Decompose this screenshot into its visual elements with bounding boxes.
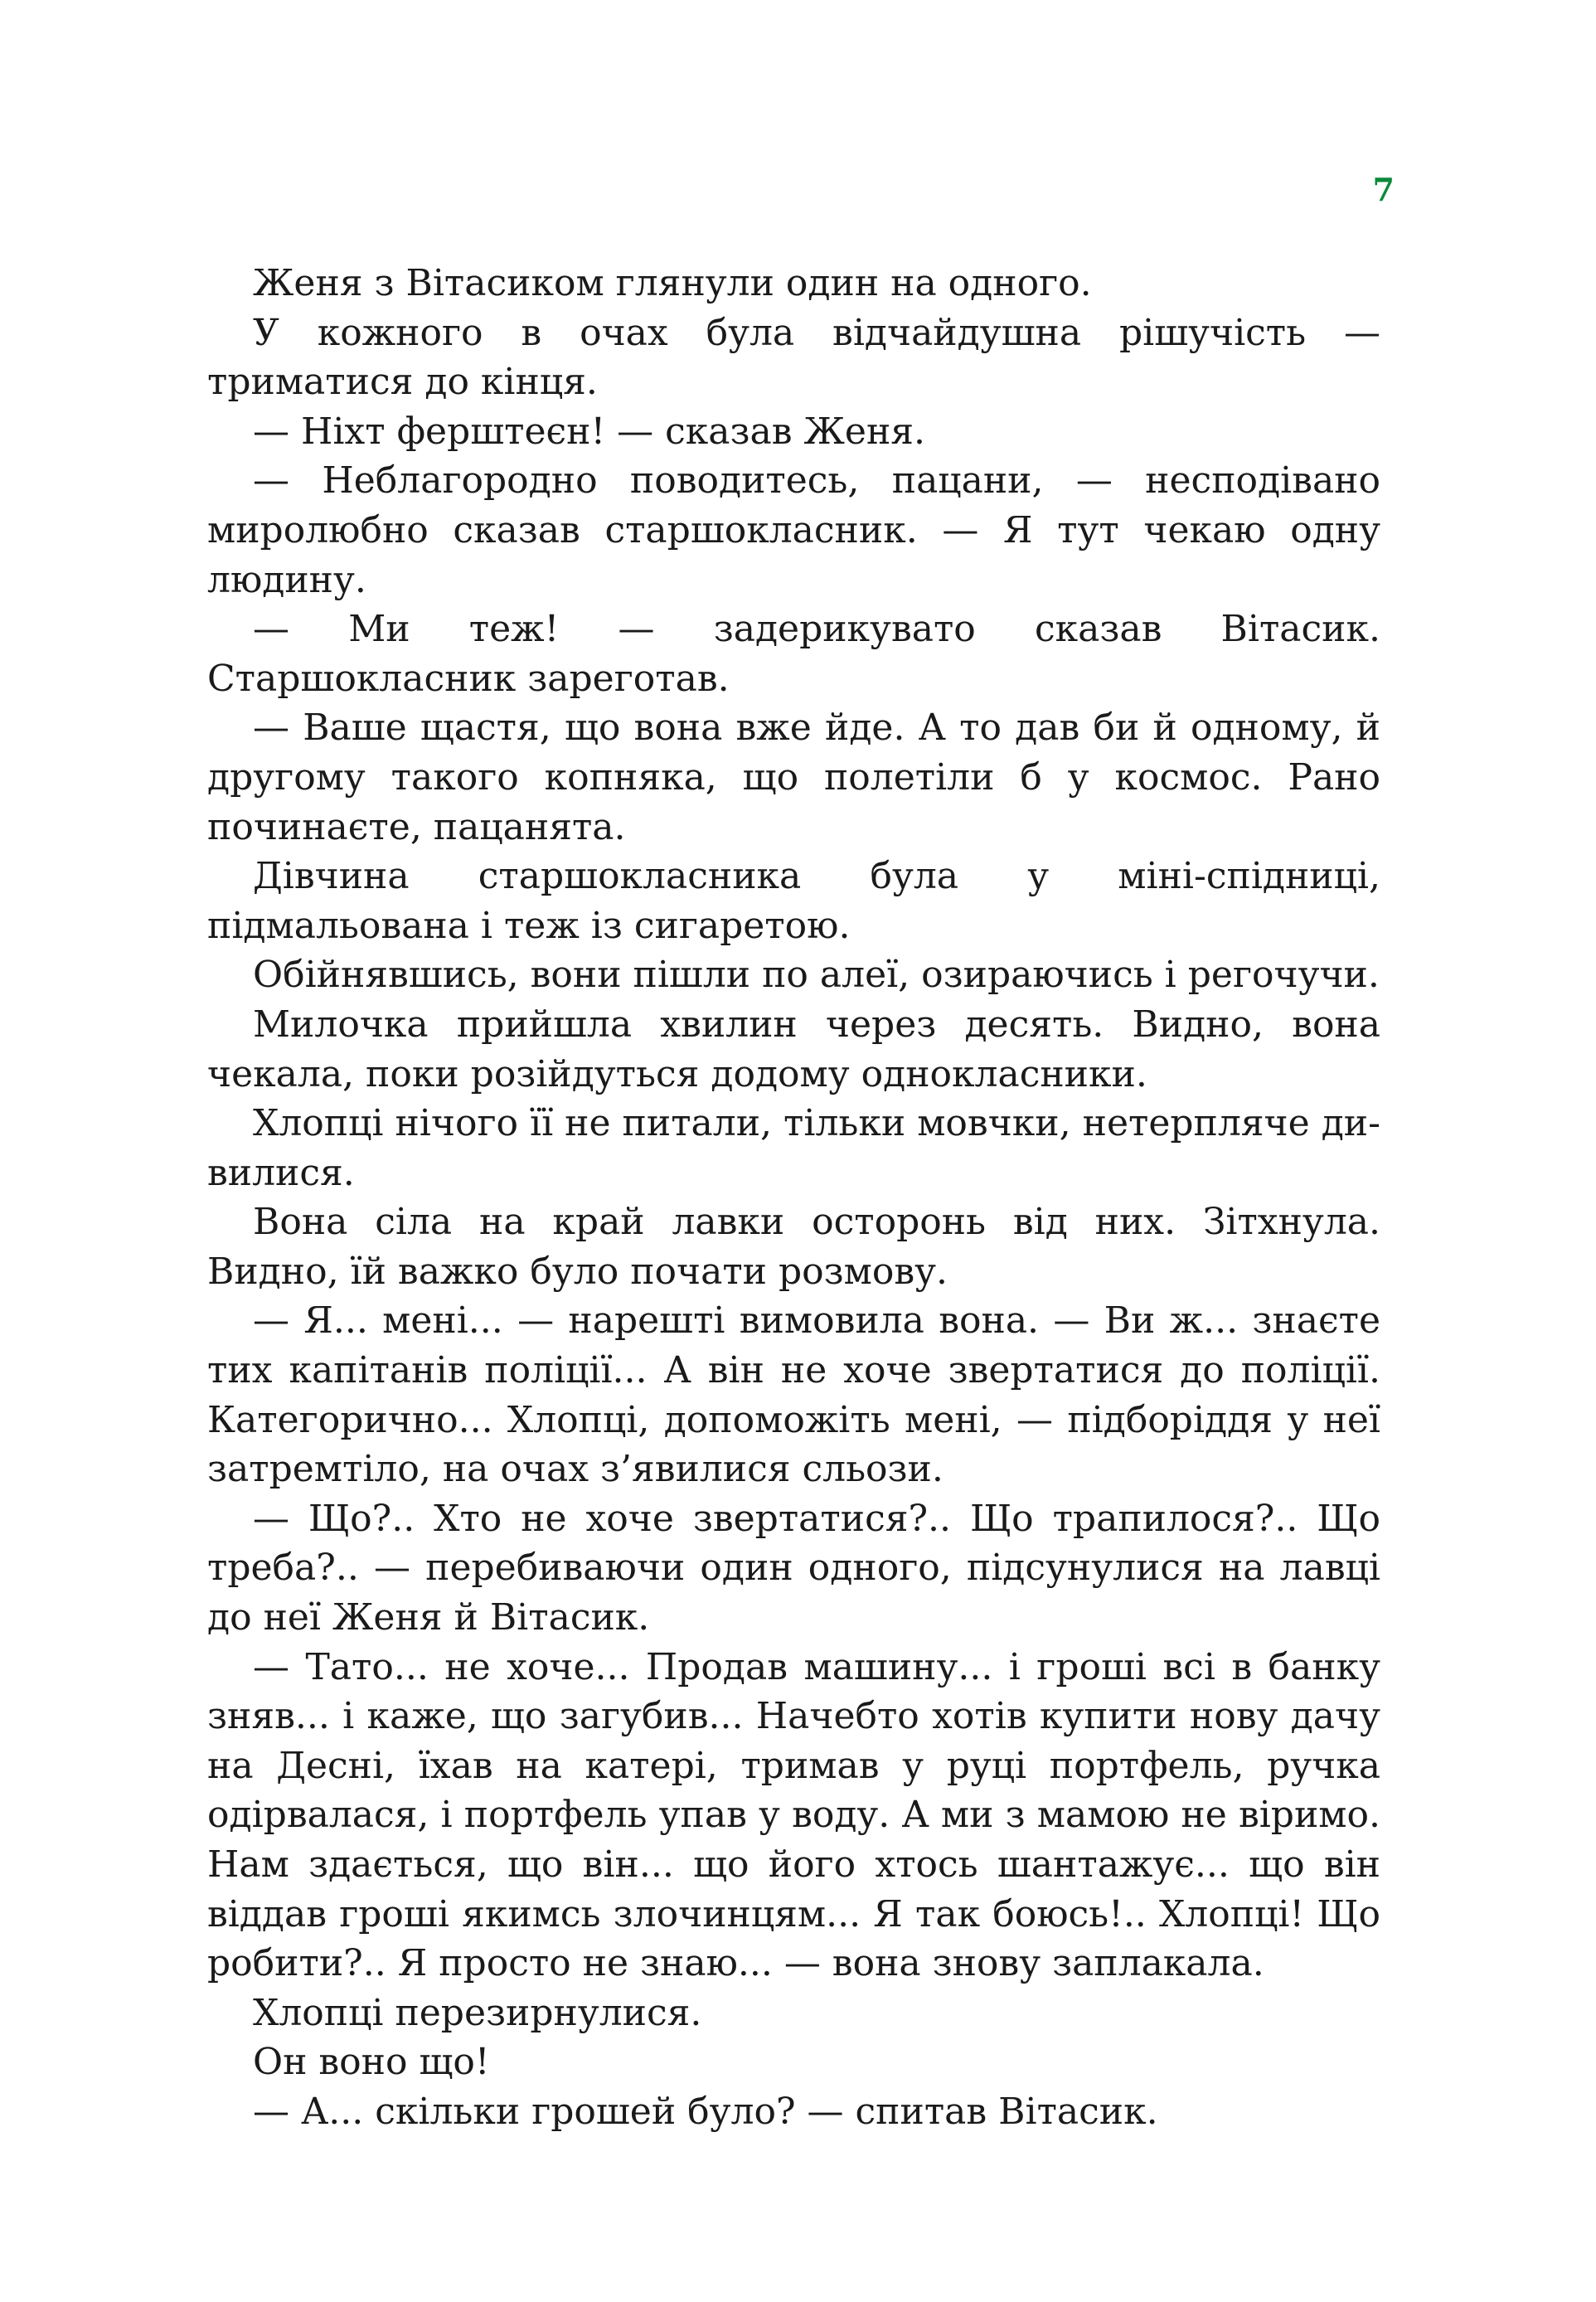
paragraph: Вона сіла на край лавки осторонь від них. Зітхнула. Видно, їй важко було почати розмову. (207, 1201, 1380, 1293)
page-number: 7 (1372, 171, 1395, 208)
paragraph: — Ніхт ферштеєн! — сказав Женя. (253, 410, 926, 453)
paragraph: Обійнявшись, вони пішли по алеї, озираючись і регочучи. (253, 954, 1380, 997)
paragraph: — Неблагородно поводитесь, пацани, — несподівано миролюбно сказав старшокласник. — Я тут чекаю одну людину. (207, 459, 1380, 601)
paragraph: Милочка прийшла хвилин через десять. Видно, вона чекала, поки розійдуться додому однокласники. (207, 1003, 1380, 1095)
paragraph: У кожного в очах була відчайдушна рішучість — триматися до кінця. (207, 311, 1380, 404)
paragraph: Дівчина старшокласника була у міні-спідниці, підмальована і теж із сигаретою. (207, 855, 1380, 947)
paragraph: — Ваше щастя, що вона вже йде. А то дав би й одному, й другому такого копняка, що полетіли б у космос. Рано починаєте, пацанята. (207, 707, 1380, 848)
paragraph: — Ми теж! — задерикувато сказав Вітасик. Старшокласник зареготав. (207, 608, 1380, 700)
paragraph: — Я... мені... — нарешті вимовила вона. — Ви ж... знаєте тих капітанів поліції... А він не хоче звертатися до поліції. Категорично... Хлопці, допоможіть мені, — підборіддя у неї затремтіло, на очах з’явилися сльози. (207, 1299, 1380, 1491)
paragraph: — А... скільки грошей було? — спитав Вітасик. (253, 2090, 1158, 2133)
paragraph: — Що?.. Хто не хоче звертатися?.. Що трапилося?.. Що треба?.. — перебиваючи один одного, підсунулися на лавці до неї Женя й Вітасик. (207, 1497, 1380, 1639)
paragraph: — Тато... не хоче... Продав машину... і гроші всі в банку зняв... і каже, що загубив... Начебто хотів купити нову дачу на Десні, їхав на катері, тримав у руці портфель, ручка одірвалася, і портфель упав у воду. А ми з мамою не віримо. Нам здається, що він... що його хтось шантажує... що він віддав гроші якимсь злочинцям... Я так боюсь!.. Хлопці! Що робити?.. Я просто не знаю... — вона знову заплакала. (207, 1645, 1380, 1985)
paragraph: Хлопці нічого її не питали, тільки мовчки, нетерпляче дивилися. (207, 1102, 1380, 1194)
story-text (207, 259, 1380, 2137)
paragraph: Хлопці перезирнулися. (253, 1991, 702, 2034)
paragraph: Женя з Вітасиком глянули один на одного. (253, 262, 1092, 304)
paragraph: Он воно що! (253, 2041, 490, 2084)
